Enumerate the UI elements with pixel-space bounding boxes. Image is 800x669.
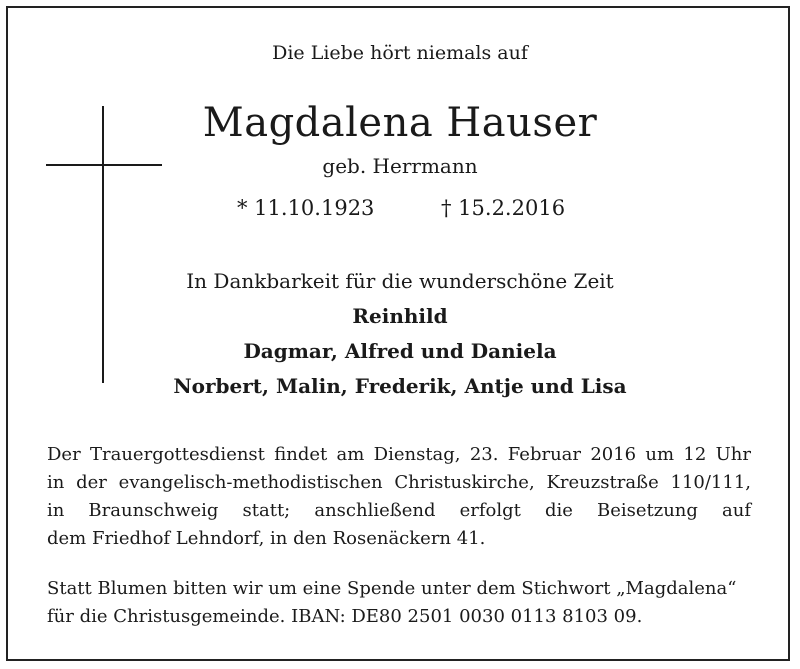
mourners-block (0, 264, 800, 404)
birth-date: * 11.10.1923 (237, 196, 375, 220)
service-paragraph (47, 441, 751, 553)
death-date: † 15.2.2016 (441, 196, 566, 220)
service-line: dem Friedhof Lehndorf, in den Rosenäckern 41. (47, 528, 486, 549)
service-line: Der Trauergottesdienst findet am Dienstag, 23. Februar 2016 um 12 Uhr (47, 444, 751, 465)
mourner-line: Norbert, Malin, Frederik, Antje und Lisa (173, 374, 627, 398)
donation-paragraph (47, 575, 751, 631)
donation-line: Statt Blumen bitten wir um eine Spende unter dem Stichwort „Magdalena“ (47, 578, 737, 599)
birth-name: geb. Herrmann (322, 154, 478, 178)
gratitude-line: In Dankbarkeit für die wunderschöne Zeit (186, 269, 614, 293)
deceased-name: Magdalena Hauser (202, 100, 598, 146)
mourner-line: Reinhild (352, 304, 448, 328)
service-line: in der evangelisch-methodistischen Christuskirche, Kreuzstraße 110/111, (47, 472, 751, 493)
motto: Die Liebe hört niemals auf (272, 42, 528, 64)
mourner-line: Dagmar, Alfred und Daniela (243, 339, 557, 363)
donation-line: für die Christusgemeinde. IBAN: DE80 2501 0030 0113 8103 09. (47, 606, 643, 627)
service-line: in Braunschweig statt; anschließend erfolgt die Beisetzung auf (47, 500, 751, 521)
